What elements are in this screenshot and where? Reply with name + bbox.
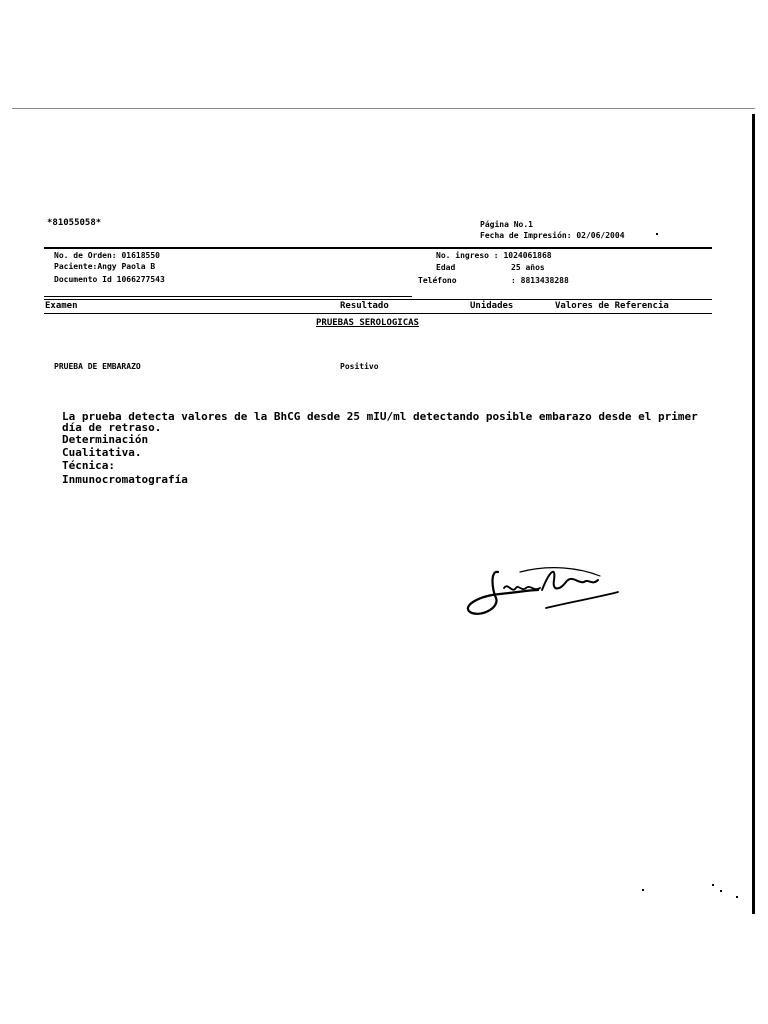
notes-line-inmunocromatografia: Inmunocromatografía: [62, 473, 188, 486]
table-header-rule: [44, 313, 712, 314]
signature-image: [460, 560, 630, 625]
scan-speckle: [736, 896, 738, 898]
order-label: No. de Orden:: [54, 251, 117, 260]
print-date-value: 02/06/2004: [576, 231, 625, 240]
notes-line-cualitativa: Cualitativa.: [62, 446, 142, 459]
patient-label: Paciente:: [54, 262, 98, 271]
patient-value: Angy Paola B: [97, 262, 156, 271]
scan-speckle: [642, 889, 644, 891]
order-number: [54, 251, 160, 260]
exam-name: PRUEBA DE EMBARAZO: [54, 362, 141, 371]
print-date: [480, 231, 625, 240]
right-scan-edge: [752, 114, 755, 914]
document-label: Documento Id: [54, 275, 112, 284]
admission-label: No. ingreso :: [436, 251, 499, 260]
phone-value: : 8813438288: [511, 276, 569, 285]
section-title: PRUEBAS SEROLOGICAS: [316, 318, 419, 328]
notes-paragraph: La prueba detecta valores de la BhCG desde 25 mIU/ml detectando posible embarazo desde el primer día de retraso.: [62, 410, 698, 434]
top-scan-rule: [12, 108, 755, 109]
document-value: 1066277543: [116, 275, 165, 284]
scan-speckle: [656, 233, 658, 235]
col-exam-header: Examen: [45, 301, 78, 311]
admission-value: 1024061868: [503, 251, 552, 260]
print-date-label: Fecha de Impresión:: [480, 231, 572, 240]
scan-speckle: [720, 890, 722, 892]
age-label: Edad: [436, 263, 456, 272]
col-units-header: Unidades: [470, 301, 514, 311]
patient-name: [54, 262, 155, 271]
order-value: 01618550: [121, 251, 160, 260]
admission-number: [436, 251, 552, 260]
col-reference-header: Valores de Referencia: [555, 301, 669, 311]
age-value: 25 años: [511, 263, 545, 272]
barcode-text: *81055058*: [47, 218, 102, 228]
page-number: Página No.1: [480, 220, 533, 229]
exam-result: Positivo: [340, 362, 379, 371]
document-id: [54, 275, 165, 284]
notes-line-tecnica: Técnica:: [62, 459, 115, 472]
notes-line-determinacion: Determinación: [62, 433, 149, 446]
table-top-rule: [44, 299, 712, 300]
col-result-header: Resultado: [340, 301, 389, 311]
header-rule: [44, 247, 712, 249]
scan-speckle: [712, 884, 714, 886]
phone-label: Teléfono: [418, 276, 457, 285]
patient-block-rule: [44, 296, 412, 297]
